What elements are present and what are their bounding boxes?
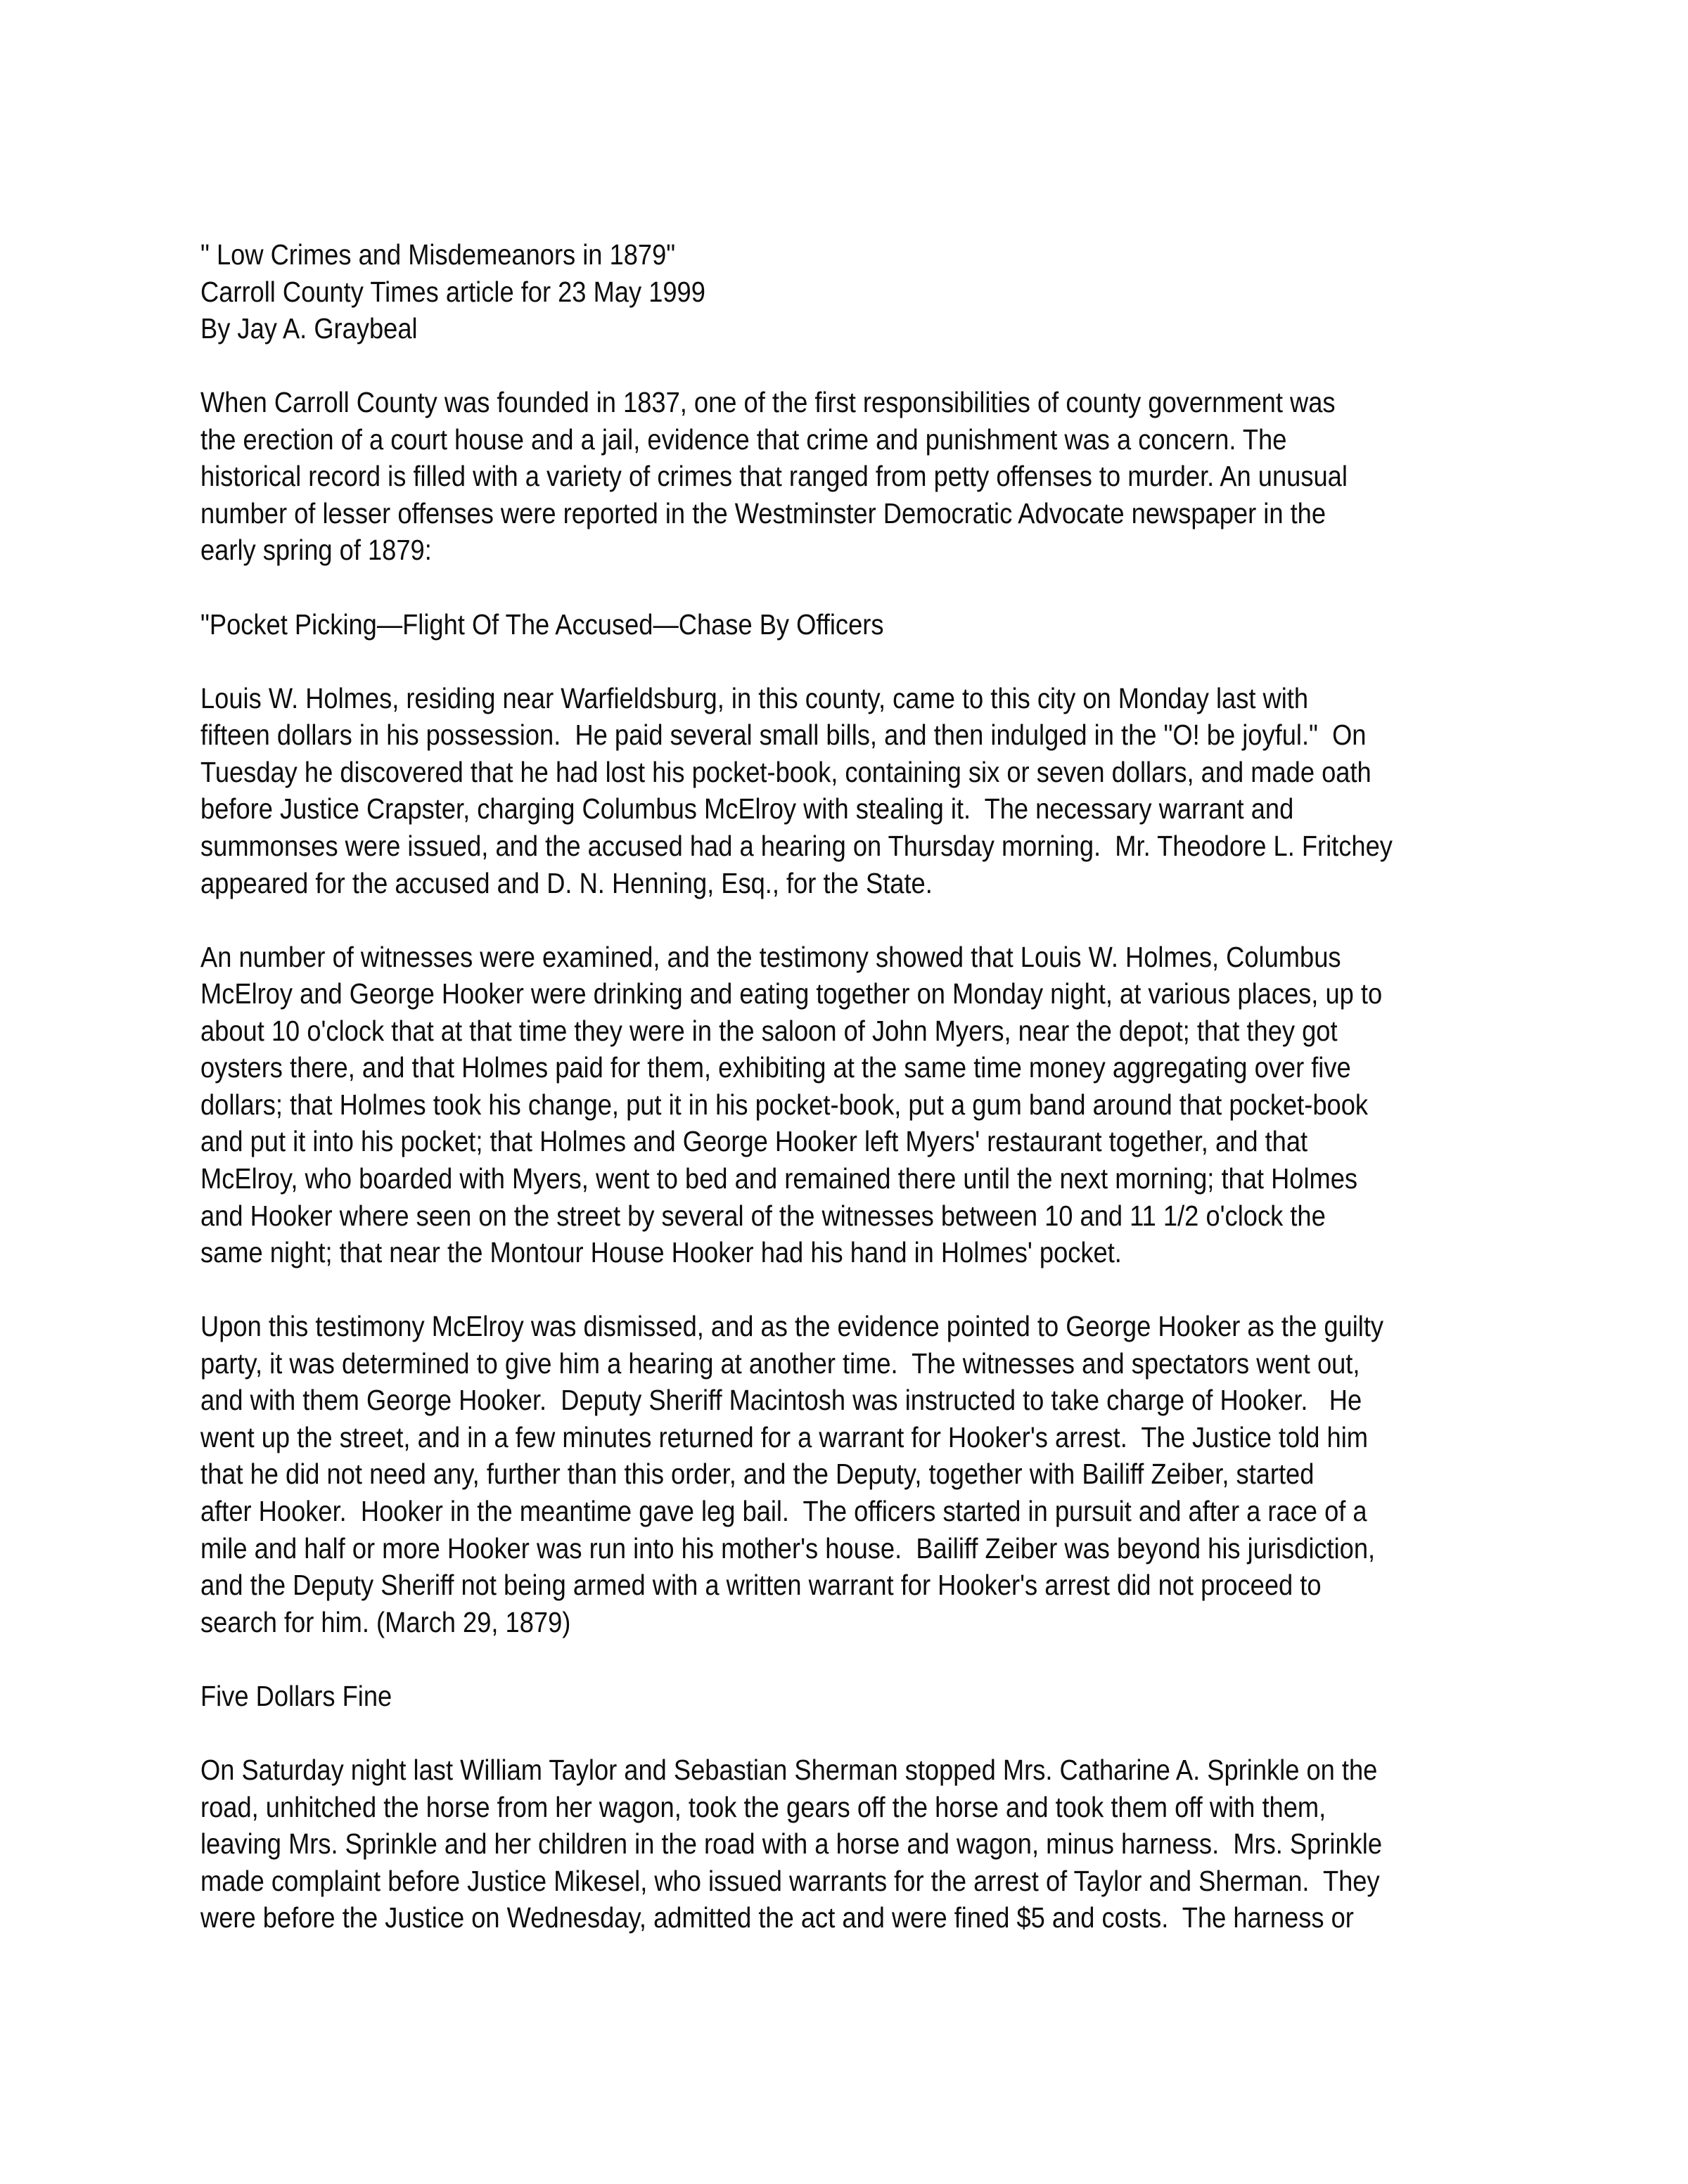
paragraph-line: road, unhitched the horse from her wagon, took the gears off the horse and took them off with them, xyxy=(200,1790,1326,1823)
paragraph-line: An number of witnesses were examined, and the testimony showed that Louis W. Holmes, Columbus xyxy=(200,940,1341,973)
paragraph-line: after Hooker. Hooker in the meantime gave leg bail. The officers started in pursuit and after a race of a xyxy=(200,1495,1367,1528)
paragraph-line: summonses were issued, and the accused had a hearing on Thursday morning. Mr. Theodore L. Fritchey xyxy=(200,829,1393,862)
paragraph-line: Upon this testimony McElroy was dismissed, and as the evidence pointed to George Hooker as the guilty xyxy=(200,1310,1384,1343)
paragraph-line: and the Deputy Sheriff not being armed with a written warrant for Hooker's arrest did not proceed to xyxy=(200,1569,1322,1602)
paragraph-line: and with them George Hooker. Deputy Sheriff Macintosh was instructed to take charge of Hooker. He xyxy=(200,1384,1362,1417)
paragraph-line: and put it into his pocket; that Holmes and George Hooker left Myers' restaurant together, and that xyxy=(200,1125,1308,1158)
paragraph-line: mile and half or more Hooker was run into his mother's house. Bailiff Zeiber was beyond his jurisdiction, xyxy=(200,1531,1376,1565)
paragraph-line: When Carroll County was founded in 1837, one of the first responsibilities of county government was xyxy=(200,386,1336,419)
paragraph-line: and Hooker where seen on the street by several of the witnesses between 10 and 11 1/2 o'clock the xyxy=(200,1199,1326,1232)
paragraph-line: On Saturday night last William Taylor and Sebastian Sherman stopped Mrs. Catharine A. Sprinkle on the xyxy=(200,1753,1378,1786)
paragraph-line: Louis W. Holmes, residing near Warfieldsburg, in this county, came to this city on Monday last with xyxy=(200,681,1309,714)
paragraph-line: party, it was determined to give him a hearing at another time. The witnesses and spectators went out, xyxy=(200,1347,1360,1380)
paragraph-line: about 10 o'clock that at that time they were in the saloon of John Myers, near the depot; that they got xyxy=(200,1014,1338,1047)
section-heading-pocket-picking: "Pocket Picking—Flight Of The Accused—Chase By Officers xyxy=(200,608,884,641)
paragraph-line: oysters there, and that Holmes paid for them, exhibiting at the same time money aggregating over five xyxy=(200,1051,1351,1084)
paragraph-line: made complaint before Justice Mikesel, who issued warrants for the arrest of Taylor and Sherman. They xyxy=(200,1864,1380,1897)
article-title: " Low Crimes and Misdemeanors in 1879" xyxy=(200,238,676,271)
paragraph-line: that he did not need any, further than this order, and the Deputy, together with Bailiff Zeiber, started xyxy=(200,1458,1315,1491)
byline: By Jay A. Graybeal xyxy=(200,312,418,345)
paragraph-line: were before the Justice on Wednesday, admitted the act and were fined $5 and costs. The harness or xyxy=(200,1901,1354,1934)
paragraph-line: Tuesday he discovered that he had lost his pocket-book, containing six or seven dollars, and made oath xyxy=(200,755,1372,788)
paragraph-line: search for him. (March 29, 1879) xyxy=(200,1605,571,1638)
paragraph-line: appeared for the accused and D. N. Henning, Esq., for the State. xyxy=(200,866,933,899)
publication-line: Carroll County Times article for 23 May 1999 xyxy=(200,275,705,308)
paragraph-line: before Justice Crapster, charging Columbus McElroy with stealing it. The necessary warrant and xyxy=(200,792,1294,826)
paragraph-line: same night; that near the Montour House Hooker had his hand in Holmes' pocket. xyxy=(200,1236,1122,1269)
paragraph-line: McElroy and George Hooker were drinking and eating together on Monday night, at various places, up to xyxy=(200,977,1383,1010)
paragraph-line: went up the street, and in a few minutes returned for a warrant for Hooker's arrest. The Justice told him xyxy=(200,1420,1369,1453)
paragraph-line: fifteen dollars in his possession. He paid several small bills, and then indulged in the "O! be joyful." On xyxy=(200,719,1367,752)
paragraph-line: McElroy, who boarded with Myers, went to bed and remained there until the next morning; that Holmes xyxy=(200,1162,1358,1195)
paragraph-line: dollars; that Holmes took his change, put it in his pocket-book, put a gum band around that pocket-book xyxy=(200,1088,1369,1121)
section-heading-five-dollars-fine: Five Dollars Fine xyxy=(200,1679,392,1712)
paragraph-line: leaving Mrs. Sprinkle and her children in the road with a horse and wagon, minus harness. Mrs. Sprinkle xyxy=(200,1828,1383,1861)
paragraph-line: number of lesser offenses were reported in the Westminster Democratic Advocate newspaper in the xyxy=(200,496,1326,529)
paragraph-line: early spring of 1879: xyxy=(200,534,432,567)
paragraph-line: the erection of a court house and a jail, evidence that crime and punishment was a concern. The xyxy=(200,423,1287,456)
paragraph-line: historical record is filled with a variety of crimes that ranged from petty offenses to murder. An unusual xyxy=(200,460,1348,493)
